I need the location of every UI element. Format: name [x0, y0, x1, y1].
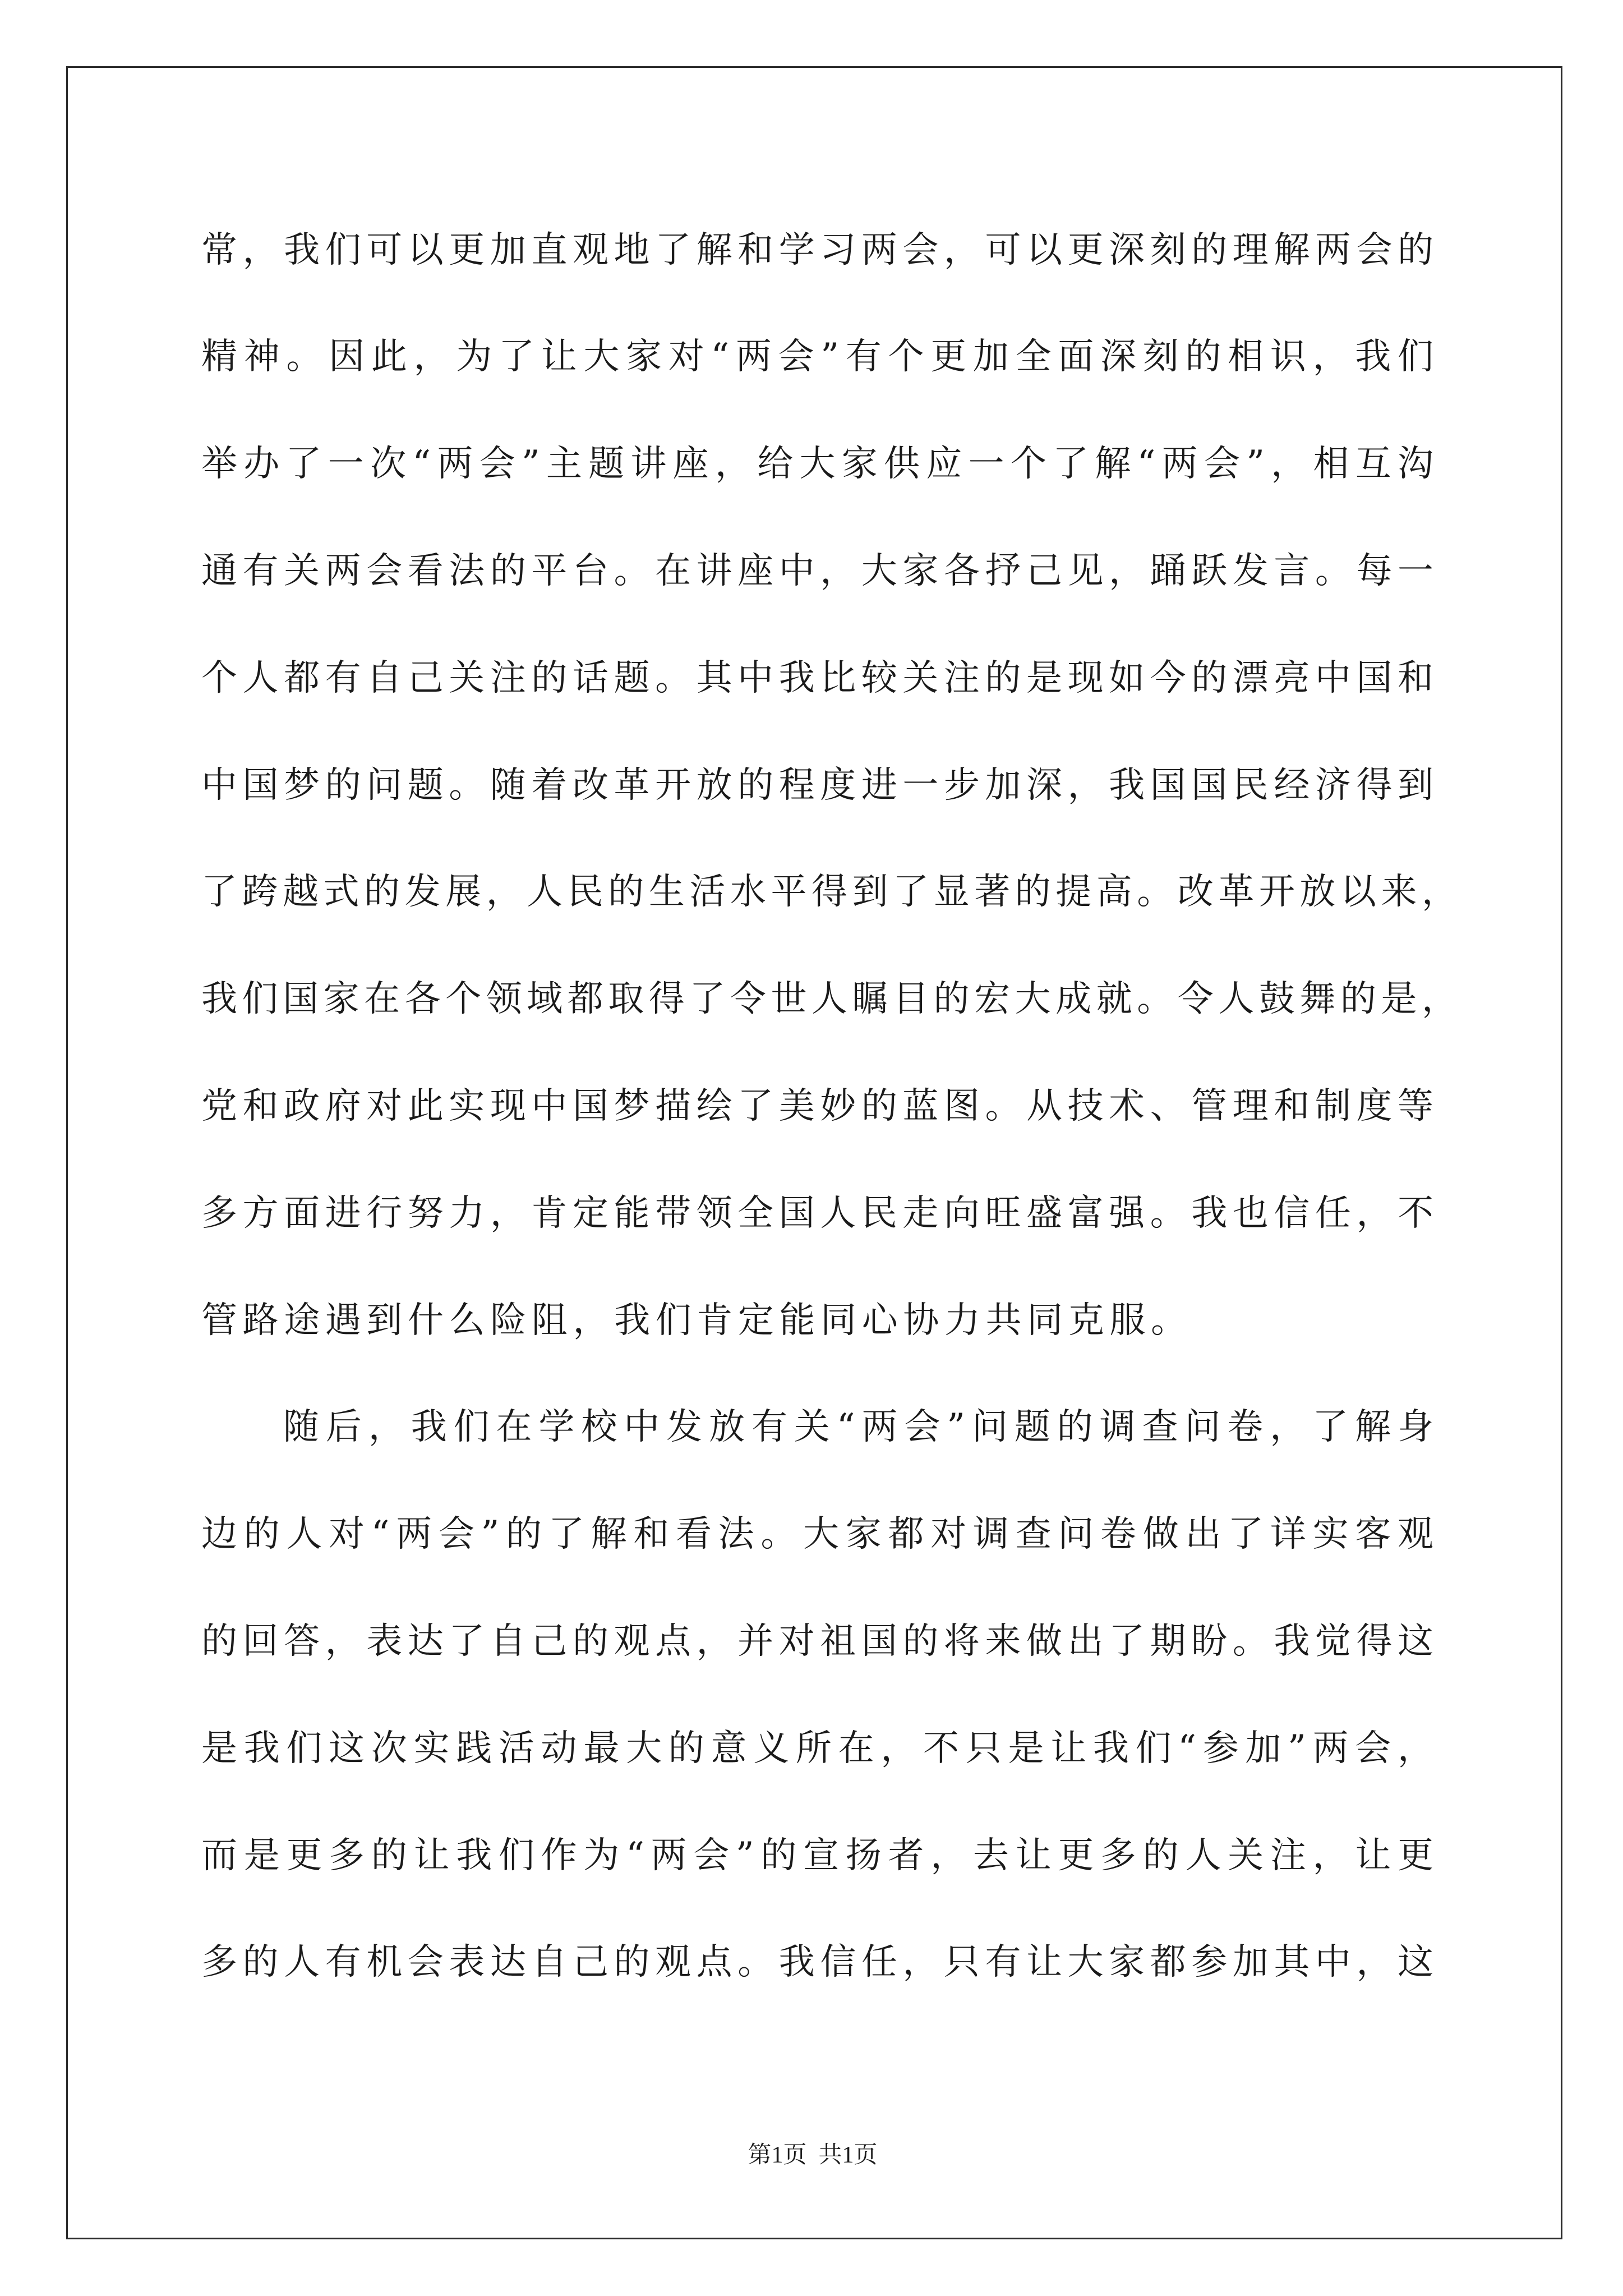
text-line: 多的人有机会表达自己的观点。我信任，只有让大家都参加其中，这: [201, 1941, 1433, 1983]
text-line: 我们国家在各个领域都取得了令世人瞩目的宏大成就。令人鼓舞的是，: [201, 978, 1458, 1020]
text-line: 通有关两会看法的平台。在讲座中，大家各抒己见，踊跃发言。每一: [201, 550, 1433, 592]
text-line: 是我们这次实践活动最大的意义所在，不只是让我们“参加”两会，: [201, 1728, 1433, 1769]
text-line: 边的人对“两会”的了解和看法。大家都对调查问卷做出了详实客观: [201, 1513, 1433, 1555]
text-line: 管路途遇到什么险阻，我们肯定能同心协力共同克服。: [201, 1300, 1187, 1341]
text-line: 常，我们可以更加直观地了解和学习两会，可以更深刻的理解两会的: [201, 229, 1433, 271]
text-line: 随后，我们在学校中发放有关“两会”问题的调查问卷，了解身: [283, 1406, 1433, 1448]
text-line: 党和政府对此实现中国梦描绘了美妙的蓝图。从技术、管理和制度等: [201, 1085, 1433, 1127]
text-line: 举办了一次“两会”主题讲座，给大家供应一个了解“两会”，相互沟: [201, 443, 1433, 485]
text-line: 中国梦的问题。随着改革开放的程度进一步加深，我国国民经济得到: [201, 765, 1433, 806]
page-number-footer: 第1页 共1页: [748, 2142, 878, 2168]
text-line: 了跨越式的发展，人民的生活水平得到了显著的提高。改革开放以来，: [201, 871, 1458, 913]
text-line: 的回答，表达了自己的观点，并对祖国的将来做出了期盼。我觉得这: [201, 1621, 1433, 1662]
text-line: 精神。因此，为了让大家对“两会”有个更加全面深刻的相识，我们: [201, 336, 1433, 378]
text-line: 多方面进行努力，肯定能带领全国人民走向旺盛富强。我也信任，不: [201, 1193, 1433, 1234]
page-border: [66, 66, 1562, 2239]
text-line: 个人都有自己关注的话题。其中我比较关注的是现如今的漂亮中国和: [201, 657, 1433, 699]
text-line: 而是更多的让我们作为“两会”的宣扬者，去让更多的人关注，让更: [201, 1835, 1433, 1876]
